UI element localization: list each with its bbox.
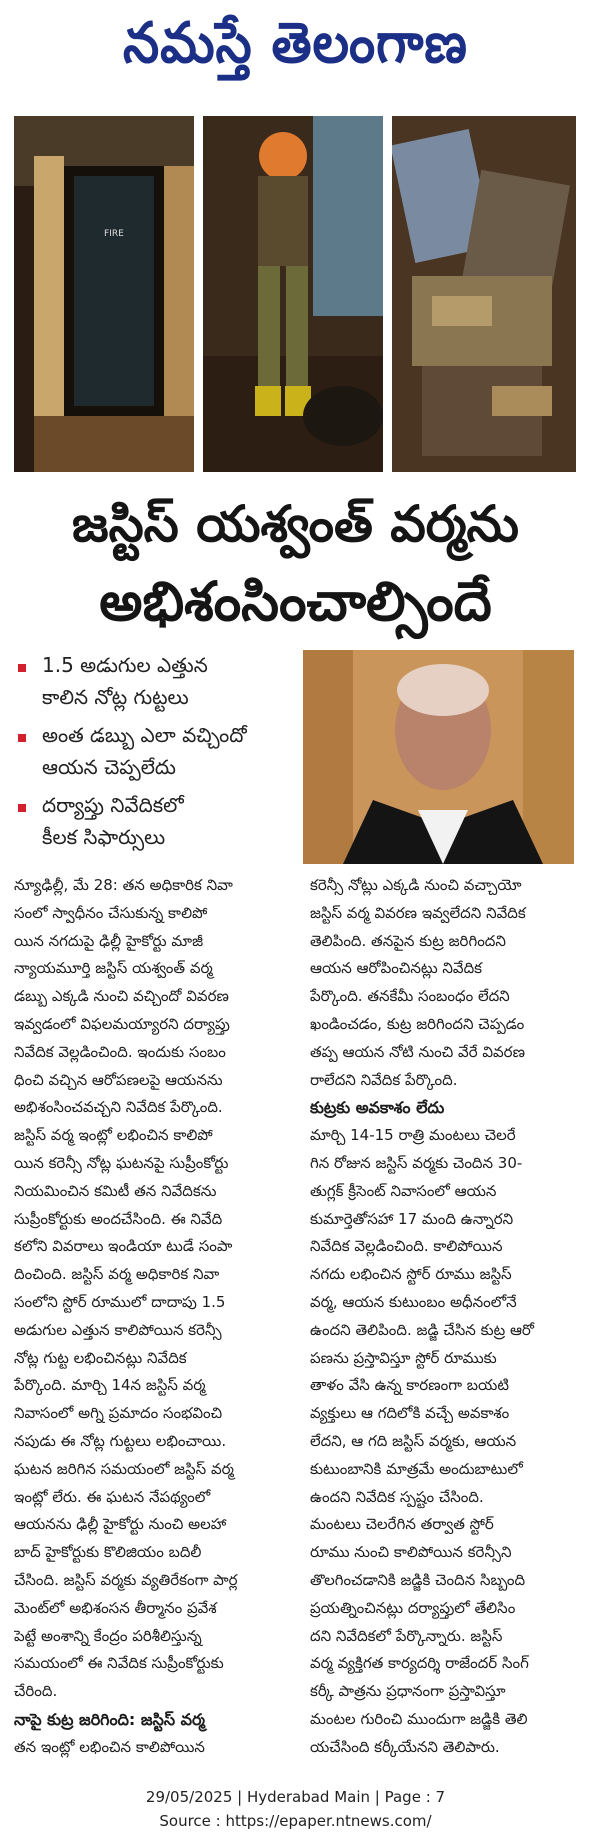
article-line: కుమార్తెతోసహా 17 మంది ఉన్నారని xyxy=(310,1209,514,1228)
article-line: తెలిపింది. తనపైన కుట్ర జరిగిందని xyxy=(310,931,506,950)
article-line: కలోని వివరాలు ఇండియా టుడే సంపా xyxy=(14,1237,233,1256)
article-line: ఘటన జరిగిన సమయంలో జస్టిస్ వర్మ xyxy=(14,1459,234,1478)
highlight-line: కాలిన నోట్ల గుట్టలు xyxy=(42,685,189,709)
article-line: జస్టిస్ వర్మ ఇంట్లో లభించిన కాలిపో xyxy=(14,1126,213,1145)
article-line: నివాసంలో అగ్ని ప్రమాదం సంభవించి xyxy=(14,1404,223,1423)
article-line: నివేదిక వెల్లడించింది. ఇందుకు సంబం xyxy=(14,1042,226,1061)
highlight-line: ఆయన చెప్పలేదు xyxy=(42,755,176,779)
article-line: సుప్రీంకోర్టుకు అందచేసింది. ఈ నివేది xyxy=(14,1209,223,1228)
article-line: జస్టిస్ వర్మ వివరణ ఇవ్వలేదని నివేదిక xyxy=(310,903,526,922)
article-line: రూము నుంచి కాలిపోయిన కరెన్సీని xyxy=(310,1543,512,1562)
headline-line-2: అభిశంసించాల్సిందే xyxy=(99,570,492,633)
article-line: కుటుంబానికి మాత్రమే అందుబాటులో xyxy=(310,1459,523,1478)
article-line: తుగ్లక్ క్రీసెంట్ నివాసంలో ఆయన xyxy=(310,1181,497,1200)
article-line: యచేసింది కర్కీయేనని తెలిపారు. xyxy=(310,1737,500,1756)
masthead xyxy=(0,0,591,100)
article-line: తాళం వేసి ఉన్న కారణంగా బయటి xyxy=(310,1376,509,1395)
article-line: అభిశంసించవచ్చని నివేదిక పేర్కొంది. xyxy=(14,1098,223,1117)
article-line: తన ఇంట్లో లభించిన కాలిపోయిన xyxy=(14,1737,205,1756)
highlight-line: 1.5 అడుగుల ఎత్తున xyxy=(42,653,208,677)
article-column-right xyxy=(310,872,574,1762)
article-line: ఇంట్లో లేరు. ఈ ఘటన నేపథ్యంలో xyxy=(14,1487,211,1506)
article-line: డబ్బు ఎక్కడి నుంచి వచ్చిందో వివరణ xyxy=(14,987,229,1006)
bullet-square-icon xyxy=(18,804,26,812)
article-line: సంలో స్వాధీనం చేసుకున్న కాలిపో xyxy=(14,903,208,922)
article-line: గిన రోజున జస్టిస్ వర్మకు చెందిన 30- xyxy=(310,1153,523,1172)
article-line: దించింది. జస్టిస్ వర్మ అధికారిక నివా xyxy=(14,1265,220,1284)
article-line: మంటల గురించి ముందుగా జడ్జికి తెలి xyxy=(310,1709,528,1728)
article-line: ఇవ్వడంలో విఫలమయ్యారని దర్యాప్తు xyxy=(14,1014,230,1033)
article-line: దని నివేదికలో పేర్కొన్నారు. జస్టిస్ xyxy=(310,1626,503,1645)
article-subheading: కుట్రకు అవకాశం లేదు xyxy=(310,1098,445,1118)
article-line: వర్మ వ్యక్తిగత కార్యదర్శి రాజేందర్ సింగ్ xyxy=(310,1654,529,1673)
page-info: 29/05/2025 | Hyderabad Main | Page : 7 xyxy=(145,1788,446,1806)
article-line: మెంట్‌లో అభిశంసన తీర్మానం ప్రవేశ xyxy=(14,1598,217,1617)
article-line: మార్చి 14-15 రాత్రి మంటలు చెలరే xyxy=(310,1126,516,1145)
article-line: బాద్ హైకోర్టుకు కొలిజియం బదిలీ xyxy=(14,1543,202,1562)
article-line: నగదు లభించిన స్టోర్ రూము జస్టిస్ xyxy=(310,1265,512,1284)
article-line: వ్యక్తులు ఆ గదిలోకి వచ్చే అవకాశం xyxy=(310,1404,510,1423)
burnt-room-doorway-photo xyxy=(14,116,194,472)
article-line: కరెన్సీ నోట్లు ఎక్కడి నుంచి వచ్చాయో xyxy=(310,876,522,894)
article-line: నోట్ల గుట్ట లభించినట్లు నివేదిక xyxy=(14,1348,187,1367)
article-column-left xyxy=(14,872,294,1762)
bullet-square-icon xyxy=(18,664,26,672)
article-line: నివేదిక వెల్లడించింది. కాలిపోయిన xyxy=(310,1237,503,1256)
article-line: వర్మ, ఆయన కుటుంబం అధీనంలోనే xyxy=(310,1292,517,1311)
article-line: చేరింది. xyxy=(14,1682,58,1701)
article-line: ప్రయత్నించినట్లు దర్యాప్తులో తేలిసిం xyxy=(310,1598,516,1617)
article-line: యిన నగదుపై ఢిల్లీ హైకోర్టు మాజీ xyxy=(14,931,204,950)
article-line: న్యాయమూర్తి జస్టిస్ యశ్వంత్ వర్మ xyxy=(14,959,213,978)
article-line: ఆయనను ఢిల్లీ హైకోర్టు నుంచి అలహా xyxy=(14,1515,227,1534)
burnt-currency-notes-photo xyxy=(392,116,576,472)
article-line: తప్ప ఆయన నోటి నుంచి వేరే వివరణ xyxy=(310,1042,525,1061)
article-line: ఖండించడం, కుట్ర జరిగిందని చెప్పడం xyxy=(310,1014,525,1033)
fire-sign: FIRE xyxy=(104,229,124,239)
article-line: తొలగించడానికి జడ్జికి చెందిన సిబ్బంది xyxy=(310,1570,526,1589)
firefighter-in-room-photo xyxy=(203,116,383,472)
article-line: రాలేదని నివేదిక పేర్కొంది. xyxy=(310,1070,458,1089)
justice-portrait-photo xyxy=(303,650,574,864)
headline-line-1: జస్టిస్ యశ్వంత్ వర్మను xyxy=(72,495,519,553)
article-line: పెట్టే అంశాన్ని కేంద్రం పరిశీలిస్తున్న xyxy=(14,1626,202,1645)
article-line: సమయంలో ఈ నివేదిక సుప్రీంకోర్టుకు xyxy=(14,1654,224,1673)
article-line: మంటలు చెలరేగిన తర్వాత స్టోర్ xyxy=(310,1515,494,1534)
article-line: న్యూఢిల్లీ, మే 28: తన అధికారిక నివా xyxy=(14,876,233,894)
article-line: ఉందని నివేదిక స్పష్టం చేసింది. xyxy=(310,1487,484,1506)
newspaper-title: నమస్తే తెలంగాణ xyxy=(123,10,468,76)
article-line: నియమించిన కమిటీ తన నివేదికను xyxy=(14,1181,217,1200)
bullet-square-icon xyxy=(18,734,26,742)
highlight-line: కీలక సిఫార్సులు xyxy=(42,825,166,849)
highlight-line: అంత డబ్బు ఎలా వచ్చిందో xyxy=(42,723,247,747)
article-line: పేర్కొంది. మార్చి 14న జస్టిస్ వర్మ xyxy=(14,1376,206,1395)
article-line: పేర్కొంది. తనకేమీ సంబంధం లేదని xyxy=(310,987,510,1006)
photo-strip xyxy=(14,116,576,472)
highlight-line: దర్యాప్తు నివేదికలో xyxy=(42,793,184,817)
article-line: పణను ప్రస్తావిస్తూ స్టోర్ రూముకు xyxy=(310,1348,497,1367)
source-link[interactable]: Source : https://epaper.ntnews.com/ xyxy=(159,1812,432,1830)
article-line: సంలోని స్టోర్ రూములో దాదాపు 1.5 xyxy=(14,1292,226,1311)
article-line: అడుగుల ఎత్తున కాలిపోయిన కరెన్సీ xyxy=(14,1320,222,1339)
article-line: కర్కీ పాత్రను ప్రధానంగా ప్రస్తావిస్తూ xyxy=(310,1682,506,1701)
article-line: చేసింది. జస్టిస్ వర్మకు వ్యతిరేకంగా పార్ల xyxy=(14,1570,238,1589)
article-line: ధించి వచ్చిన ఆరోపణలపై ఆయనను xyxy=(14,1070,223,1089)
article-subheading: నాపై కుట్ర జరిగింది: జస్టిస్ వర్మ xyxy=(14,1709,206,1729)
article-line: యిన కరెన్సీ నోట్ల ఘటనపై సుప్రీంకోర్టు xyxy=(14,1153,229,1172)
article-line: ఆయన ఆరోపించినట్లు నివేదిక xyxy=(310,959,483,978)
article-line: లేదని, ఆ గది జస్టిస్ వర్మకు, ఆయన xyxy=(310,1431,517,1450)
article-line: నపుడు ఈ నోట్ల గుట్టలు లభించాయి. xyxy=(14,1431,227,1450)
article-line: ఉందని తెలిపింది. జడ్జి చేసిన కుట్ర ఆరో xyxy=(310,1320,534,1339)
